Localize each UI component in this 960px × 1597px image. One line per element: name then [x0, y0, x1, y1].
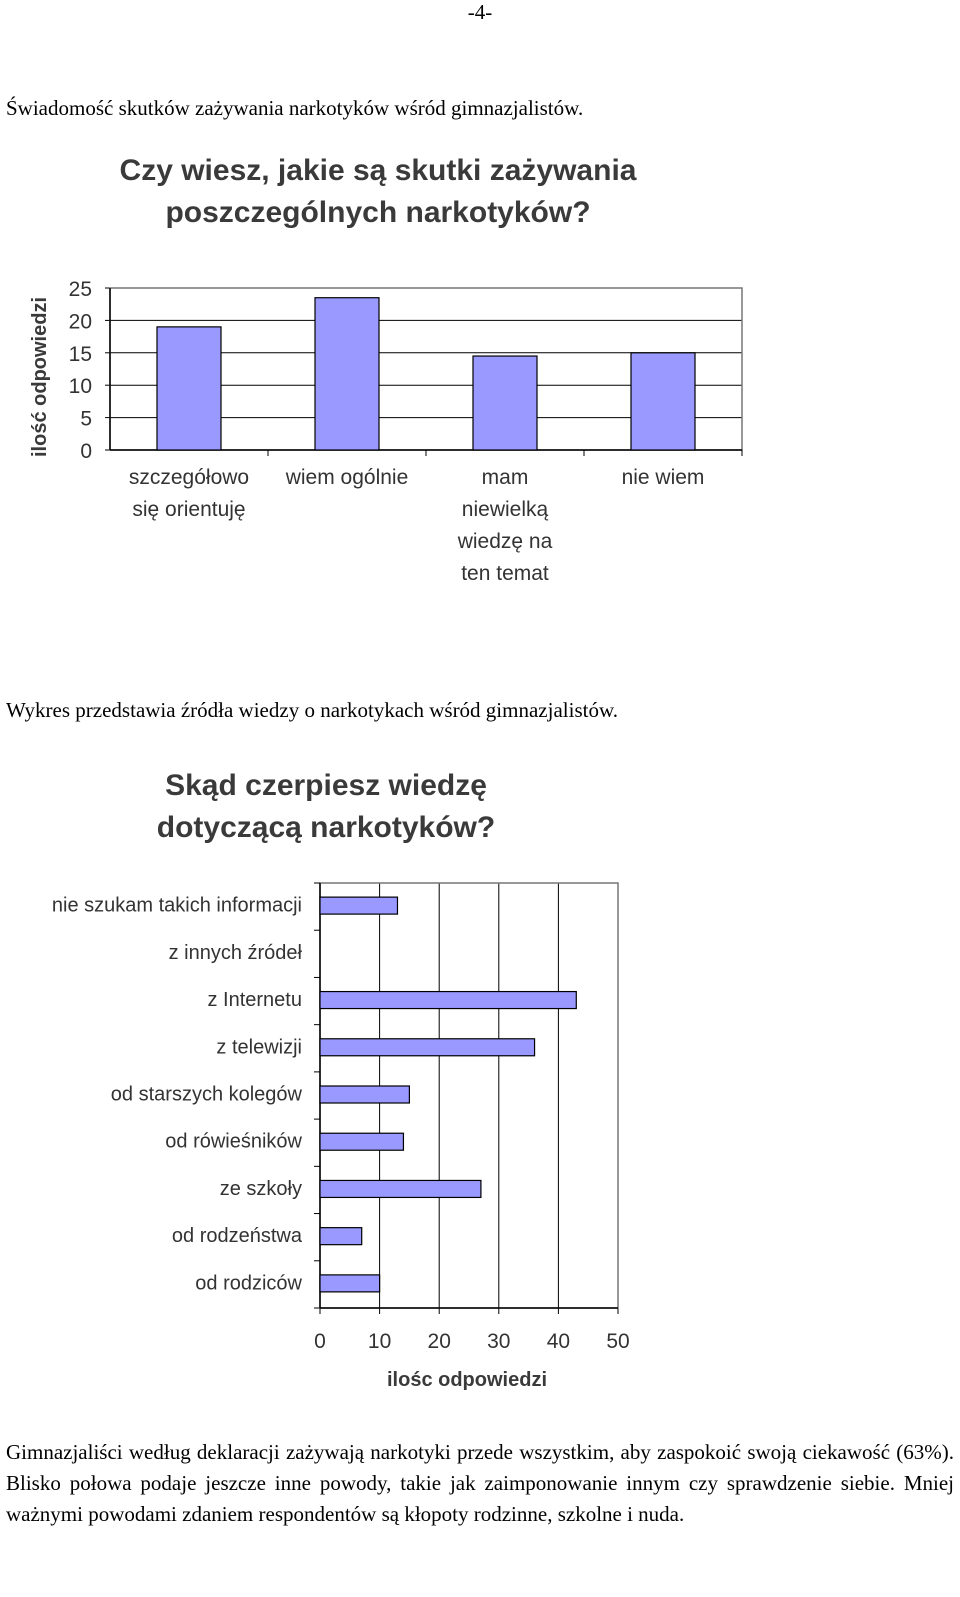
chart2-category-label: od rodzeństwa [171, 1225, 302, 1248]
chart2-title-line-0: Skąd czerpiesz wiedzę [165, 769, 487, 802]
chart1-bar-0 [157, 327, 221, 450]
chart2-category-label: nie szukam takich informacji [51, 894, 302, 917]
chart2-xtick-label: 50 [606, 1330, 630, 1353]
chart1-bar-2 [473, 356, 537, 450]
chart2-bar-6 [320, 1180, 481, 1197]
chart2-bar-0 [320, 897, 397, 914]
chart2-bar-4 [320, 1086, 409, 1103]
chart2-bar-7 [320, 1228, 362, 1245]
chart1-bar-1 [315, 298, 379, 450]
chart-knowledge-sources [0, 755, 660, 1405]
chart-drug-effects-awareness [0, 140, 760, 610]
chart2-xtick-label: 40 [546, 1330, 571, 1353]
chart1-category-label: się orientuję [132, 498, 246, 521]
chart1-ytick-label: 5 [80, 407, 92, 431]
chart1-category-label: mam [481, 466, 529, 489]
chart1-ytick-label: 15 [68, 342, 92, 366]
chart1-title-line-1: poszczególnych narkotyków? [165, 196, 591, 229]
chart2-bar-5 [320, 1133, 403, 1150]
chart2-xtick-label: 0 [314, 1330, 326, 1353]
chart1-ytick-label: 0 [80, 440, 92, 463]
chart2-category-label: z Internetu [207, 989, 302, 1012]
chart2-xtick-label: 20 [427, 1330, 451, 1353]
summary-paragraph: Gimnazjaliści według deklaracji zażywają narkotyki przede wszystkim, aby zaspokoić swoją ciekawość (63%). Blisko połowa podaje jeszcze inne powody, takie jak zaimponowanie innym czy sprawdzenie siebie. Mniej ważnymi powodami zdaniem respondentów są kłopoty rodzinne, szkolne i nuda. [6, 1440, 954, 1526]
chart1-category-label: niewielką [461, 498, 549, 521]
chart2-bar-8 [320, 1275, 380, 1292]
chart1-ytick-label: 10 [68, 375, 92, 399]
chart2-category-label: z innych źródeł [168, 941, 302, 964]
caption-drug-awareness: Świadomość skutków zażywania narkotyków wśród gimnazjalistów. [6, 96, 584, 120]
chart1-ylabel: ilość odpowiedzi [29, 296, 51, 458]
chart1-category-label: szczegółowo [128, 466, 250, 489]
chart1-title-line-0: Czy wiesz, jakie są skutki zażywania [119, 154, 637, 187]
chart2-xlabel: ilośc odpowiedzi [386, 1369, 548, 1391]
chart1-ytick-label: 20 [68, 310, 92, 334]
chart2-bar-2 [320, 992, 576, 1009]
chart2-category-label: od rówieśników [165, 1130, 302, 1153]
chart2-bar-3 [320, 1039, 535, 1056]
chart1-category-label: nie wiem [621, 466, 705, 489]
chart1-ytick-label: 25 [68, 278, 92, 301]
chart2-xtick-label: 30 [487, 1330, 511, 1353]
chart2-xtick-label: 10 [367, 1330, 392, 1353]
chart2-category-label: od starszych kolegów [110, 1083, 302, 1106]
chart2-category-label: od rodziców [195, 1272, 302, 1295]
page-number: -4- [467, 0, 493, 24]
chart1-category-label: wiedzę na [457, 530, 553, 553]
chart2-category-label: z telewizji [216, 1036, 302, 1059]
chart1-category-label: wiem ogólnie [285, 466, 409, 489]
chart1-bar-3 [631, 353, 695, 450]
chart2-category-label: ze szkoły [219, 1177, 302, 1200]
caption-knowledge-sources: Wykres przedstawia źródła wiedzy o narkotykach wśród gimnazjalistów. [6, 698, 619, 722]
chart1-category-label: ten temat [461, 562, 549, 585]
chart2-title-line-1: dotyczącą narkotyków? [156, 811, 496, 844]
